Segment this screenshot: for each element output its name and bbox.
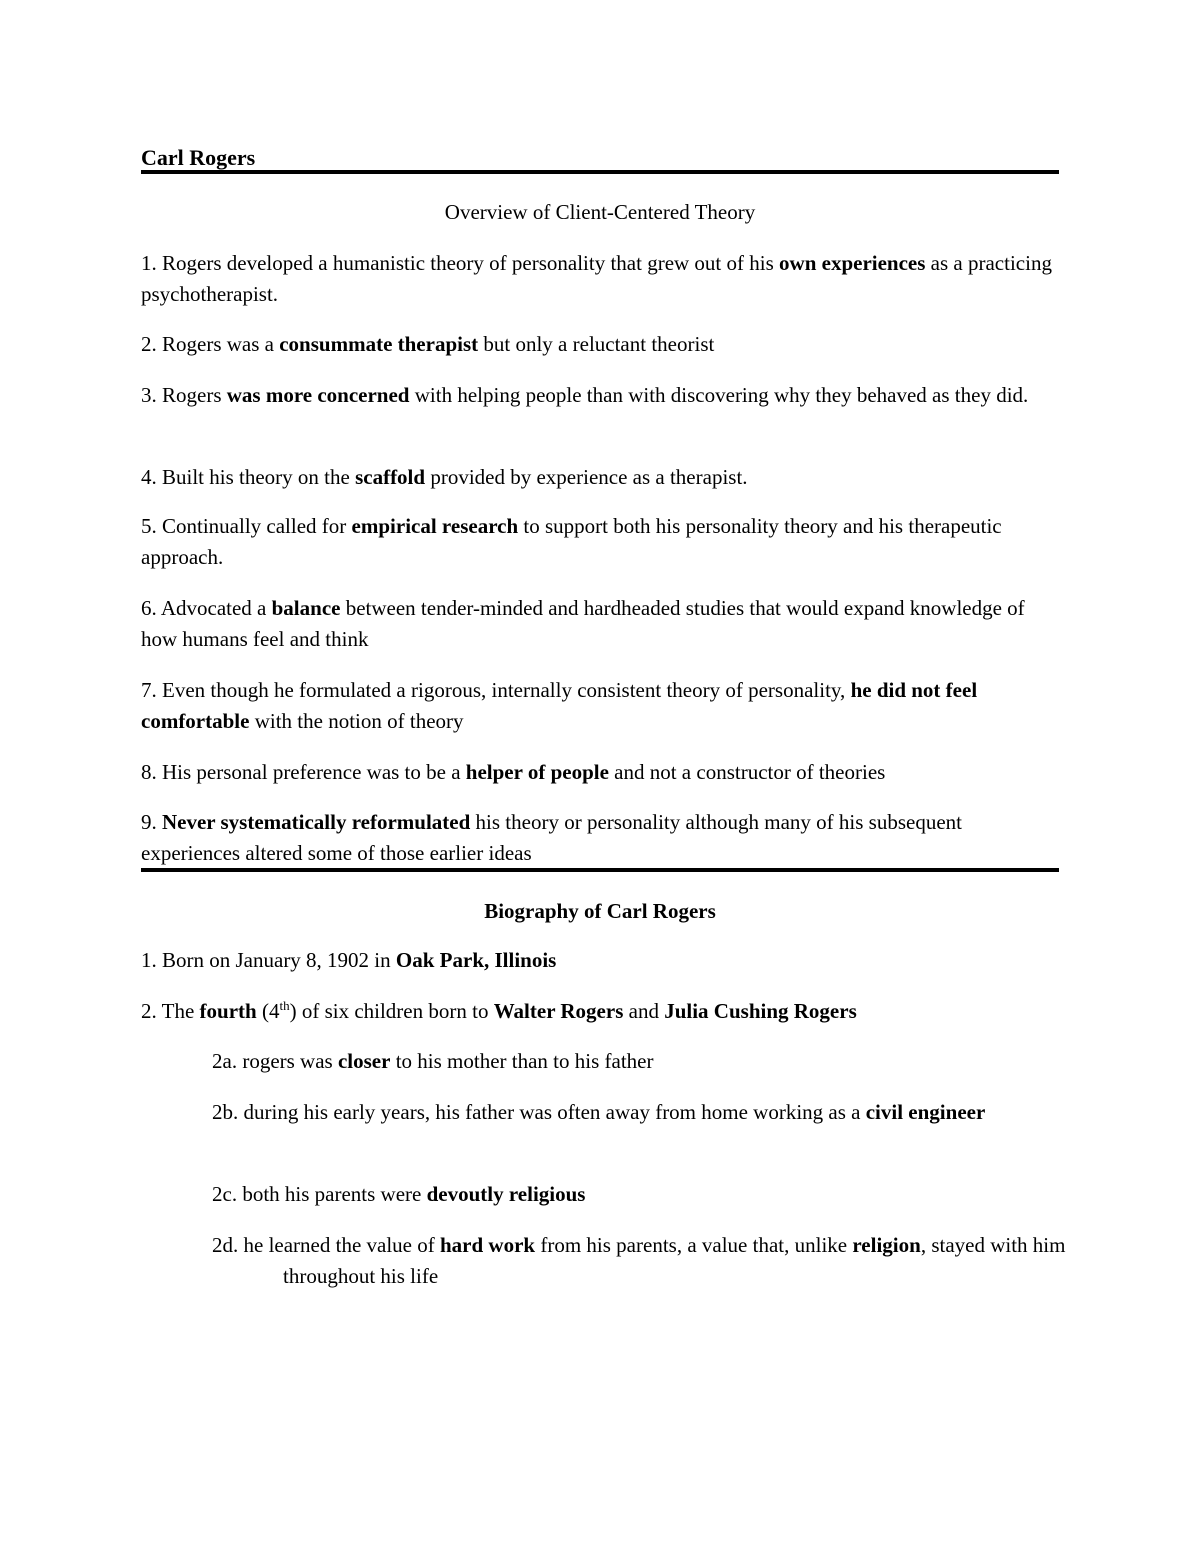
overview-item-3: 3. Rogers was more concerned with helping people than with discovering why they behaved as they did. xyxy=(141,383,1029,407)
overview-item-6: 6. Advocated a balance between tender-minded and hardheaded studies that would expand knowledge of how humans feel and think xyxy=(141,596,1025,651)
overview-heading: Overview of Client-Centered Theory xyxy=(444,200,756,224)
biography-subitem-2b: 2b. during his early years, his father was often away from home working as a civil engineer xyxy=(212,1100,986,1124)
overview-item-1: 1. Rogers developed a humanistic theory of personality that grew out of his own experiences as a practicing psychotherapist. xyxy=(141,251,1052,306)
biography-item-1: 1. Born on January 8, 1902 in Oak Park, Illinois xyxy=(141,948,557,972)
biography-subitem-2a: 2a. rogers was closer to his mother than to his father xyxy=(212,1049,654,1073)
biography-subitem-2d: 2d. he learned the value of hard work from his parents, a value that, unlike religion, stayed with him throughout his life xyxy=(212,1233,1066,1288)
overview-item-2: 2. Rogers was a consummate therapist but only a reluctant theorist xyxy=(141,332,715,356)
overview-item-9: 9. Never systematically reformulated his theory or personality although many of his subsequent experiences altered some of those earlier ideas xyxy=(141,810,962,865)
section-divider xyxy=(141,868,1059,872)
ordinal-superscript: th xyxy=(279,998,290,1013)
overview-item-7: 7. Even though he formulated a rigorous, internally consistent theory of personality, he did not feel comfortable with the notion of theory xyxy=(141,678,978,733)
overview-item-5: 5. Continually called for empirical research to support both his personality theory and his therapeutic approach. xyxy=(141,514,1002,569)
biography-subitem-2c: 2c. both his parents were devoutly religious xyxy=(212,1182,586,1206)
title-divider xyxy=(141,170,1059,174)
overview-item-4: 4. Built his theory on the scaffold provided by experience as a therapist. xyxy=(141,465,748,489)
document-title: Carl Rogers xyxy=(141,145,256,170)
biography-heading: Biography of Carl Rogers xyxy=(484,899,716,923)
biography-item-2: 2. The fourth (4th) of six children born to Walter Rogers and Julia Cushing Rogers xyxy=(141,998,857,1023)
overview-item-8: 8. His personal preference was to be a helper of people and not a constructor of theories xyxy=(141,760,886,784)
